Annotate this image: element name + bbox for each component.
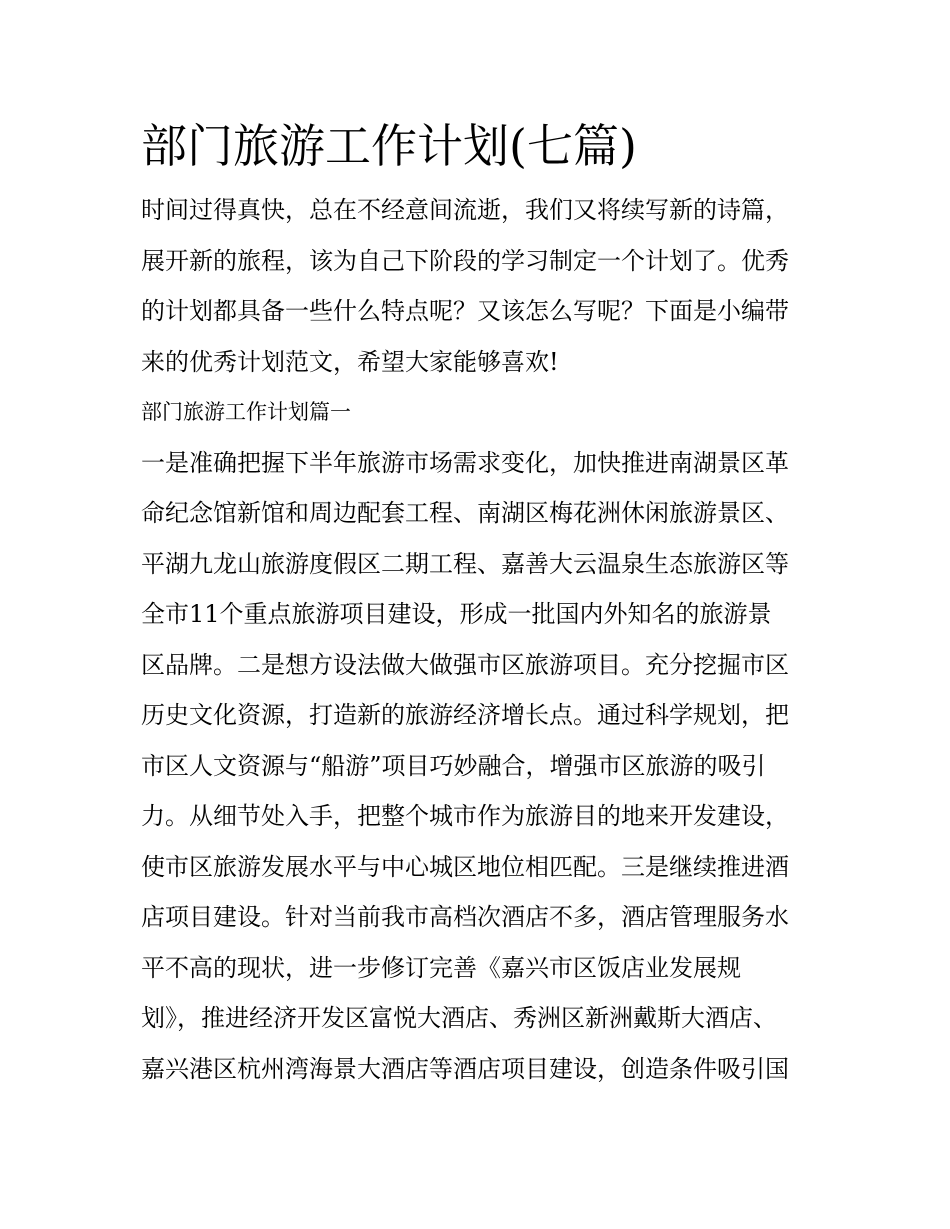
body-line: 全市11个重点旅游项目建设，形成一批国内外知名的旅游景 <box>141 600 772 628</box>
intro-paragraph <box>141 185 813 387</box>
body-line: 历史文化资源，打造新的旅游经济增长点。通过科学规划，把 <box>141 701 789 729</box>
body-line: 力。从细节处入手，把整个城市作为旅游目的地来开发建设， <box>141 802 789 830</box>
body-line: 平湖九龙山旅游度假区二期工程、嘉善大云温泉生态旅游区等 <box>141 549 789 578</box>
document-title: 部门旅游工作计划(七篇) <box>141 119 637 173</box>
body-line: 市区人文资源与“船游”项目巧妙融合，增强市区旅游的吸引 <box>141 751 766 780</box>
intro-line: 来的优秀计划范文，希望大家能够喜欢! <box>141 347 559 376</box>
intro-line: 时间过得真快，总在不经意间流逝，我们又将续写新的诗篇， <box>141 196 789 224</box>
body-line: 平不高的现状，进一步修订完善《嘉兴市区饭店业发展规 <box>141 953 741 982</box>
document-content <box>141 112 813 1094</box>
body-paragraph <box>141 438 813 1095</box>
body-line: 划》，推进经济开发区富悦大酒店、秀洲区新洲戴斯大酒店、 <box>141 1004 777 1032</box>
body-line: 店项目建设。针对当前我市高档次酒店不多，酒店管理服务水 <box>141 903 789 931</box>
body-line: 区品牌。二是想方设法做大做强市区旅游项目。充分挖掘市区 <box>141 650 789 679</box>
body-line: 一是准确把握下半年旅游市场需求变化，加快推进南湖景区革 <box>141 448 789 477</box>
intro-line: 展开新的旅程，该为自己下阶段的学习制定一个计划了。优秀 <box>141 246 789 275</box>
body-line: 使市区旅游发展水平与中心城区地位相匹配。三是继续推进酒 <box>141 852 789 881</box>
intro-line: 的计划都具备一些什么特点呢？又该怎么写呢？下面是小编带 <box>141 297 789 325</box>
section-heading: 部门旅游工作计划篇一 <box>141 400 351 424</box>
body-line: 命纪念馆新馆和周边配套工程、南湖区梅花洲休闲旅游景区、 <box>141 499 789 527</box>
body-line: 嘉兴港区杭州湾海景大酒店等酒店项目建设，创造条件吸引国 <box>141 1054 789 1083</box>
